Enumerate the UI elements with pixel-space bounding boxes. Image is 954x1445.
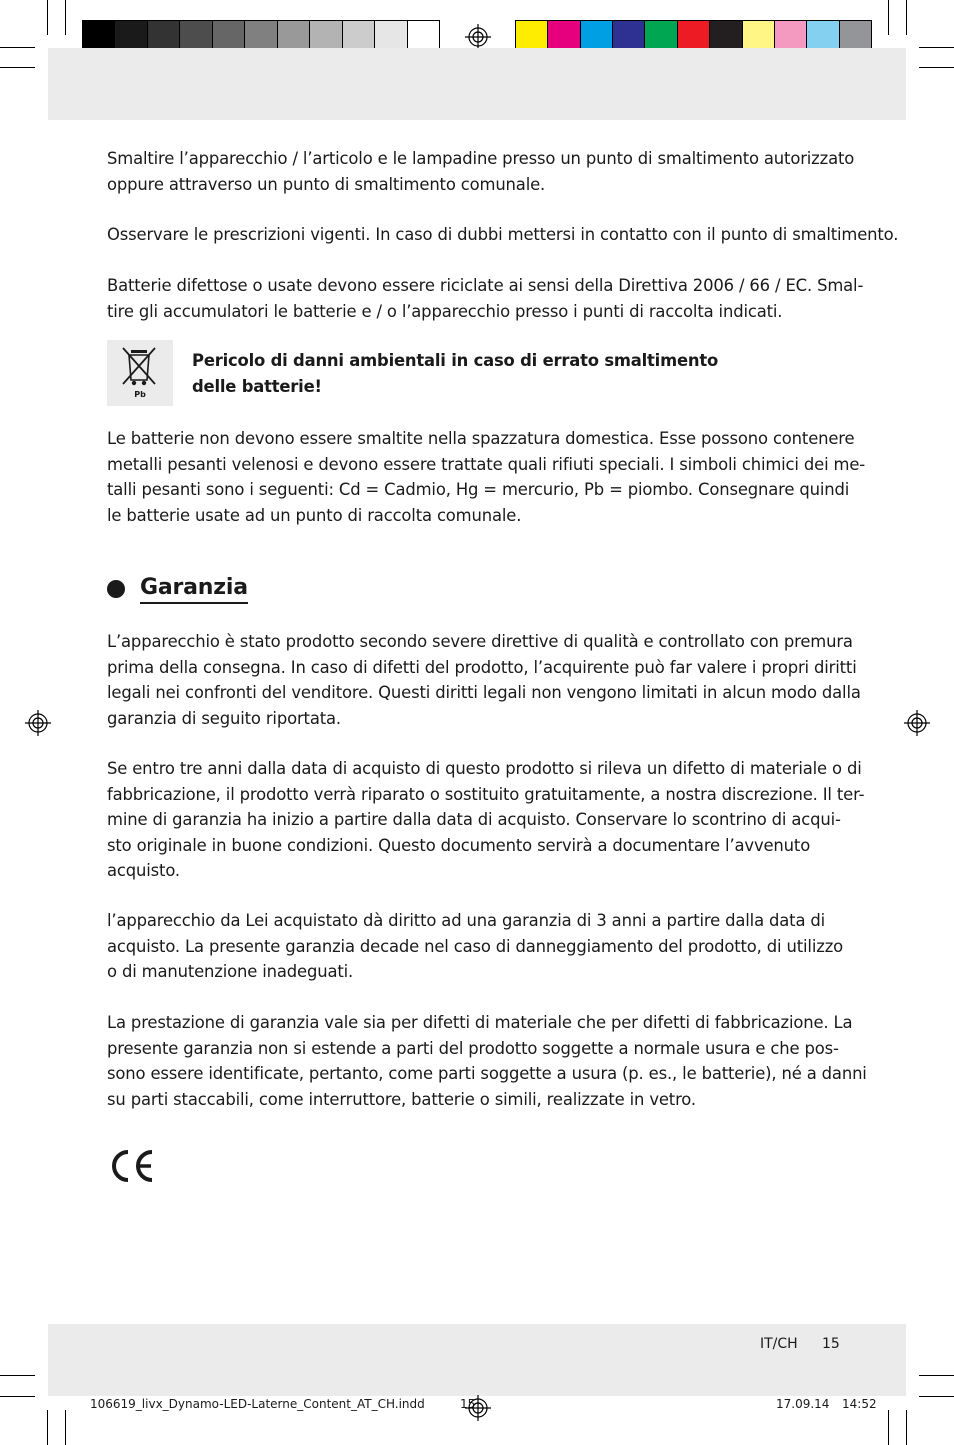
text-line: Osservare le prescrizioni vigenti. In caso di dubbi mettersi in contatto con il punto di smaltimento. bbox=[107, 225, 899, 244]
text-line: La prestazione di garanzia vale sia per difetti di materiale che per difetti di fabbricazione. La bbox=[107, 1013, 853, 1032]
text-line: su parti staccabili, come interruttore, batterie o simili, realizzate in vetro. bbox=[107, 1089, 696, 1109]
battery-disposal-warning-icon bbox=[107, 340, 173, 406]
crop-mark bbox=[0, 47, 35, 48]
footer-page-number: 15 bbox=[822, 1336, 840, 1352]
text-line: oppure attraverso un punto di smaltimento comunale. bbox=[107, 174, 546, 194]
paragraph-heavy-metals bbox=[107, 426, 866, 528]
ce-mark-logo bbox=[107, 1149, 155, 1183]
text-line: Le batterie non devono essere smaltite nella spazzatura domestica. Esse possono contenere bbox=[107, 429, 855, 448]
text-line: garanzia di seguito riportata. bbox=[107, 708, 341, 728]
text-line: L’apparecchio è stato prodotto secondo severe direttive di qualità e controllato con premura bbox=[107, 632, 853, 651]
header-band bbox=[48, 48, 906, 120]
text-line: talli pesanti sono i seguenti: Cd = Cadmio, Hg = mercurio, Pb = piombo. Consegnare quindi bbox=[107, 480, 850, 499]
crop-mark bbox=[888, 1410, 889, 1445]
text-line: mine di garanzia ha inizio a partire dalla data di acquisto. Conservare lo scontrino di acqui- bbox=[107, 810, 841, 829]
crop-mark bbox=[888, 0, 889, 35]
text-line: l’apparecchio da Lei acquistato dà diritto ad una garanzia di 3 anni a partire dalla data di bbox=[107, 911, 826, 930]
text-line: delle batterie! bbox=[192, 376, 322, 396]
paragraph-warranty-period bbox=[107, 908, 847, 985]
crop-mark bbox=[919, 1396, 954, 1397]
crop-mark bbox=[65, 1410, 66, 1445]
bullet-dot-icon bbox=[107, 580, 125, 598]
registration-mark-icon bbox=[464, 23, 492, 51]
text-line: Pericolo di danni ambientali in caso di errato smaltimento bbox=[192, 351, 719, 370]
text-line: acquisto. bbox=[107, 861, 180, 880]
slug-page: 15 bbox=[460, 1397, 476, 1411]
paragraph-warranty-scope bbox=[107, 1010, 867, 1112]
paragraph-disposal bbox=[107, 146, 855, 197]
warning-title bbox=[192, 348, 832, 399]
crop-mark bbox=[919, 67, 954, 68]
registration-mark-icon bbox=[903, 709, 931, 737]
crop-mark bbox=[0, 1375, 35, 1376]
crop-mark bbox=[919, 47, 954, 48]
slug-time: 14:52 bbox=[842, 1397, 877, 1411]
text-line: metalli pesanti velenosi e devono essere trattate quali rifiuti speciali. I simboli chimici dei me- bbox=[107, 454, 866, 474]
text-line: tire gli accumulatori le batterie e / o l’apparecchio presso i punti di raccolta indicati. bbox=[107, 301, 783, 321]
icon-label-pb: Pb bbox=[134, 390, 146, 399]
paragraph-warranty-defects bbox=[107, 756, 865, 884]
footer-locale: IT/CH bbox=[760, 1336, 798, 1352]
crop-mark bbox=[0, 1396, 35, 1397]
text-line: presente garanzia non si estende a parti del prodotto soggette a normale usura e che pos- bbox=[107, 1038, 839, 1058]
section-heading-garanzia bbox=[107, 572, 248, 606]
text-line: sono essere identificate, pertanto, come parti soggette a usura (p. es., le batterie), né a danni bbox=[107, 1064, 867, 1083]
text-line: o di manutenzione inadeguati. bbox=[107, 962, 354, 981]
crop-mark bbox=[47, 0, 48, 35]
text-line: Smaltire l’apparecchio / l’articolo e le lampadine presso un punto di smaltimento autorizzato bbox=[107, 149, 855, 168]
text-line: Batterie difettose o usate devono essere riciclate ai sensi della Direttiva 2006 / 66 / EC. Smal- bbox=[107, 276, 864, 295]
text-line: legali nei confronti del venditore. Questi diritti legali non vengono limitati in alcun modo dalla bbox=[107, 683, 861, 702]
paragraph-batteries bbox=[107, 273, 864, 324]
crop-mark bbox=[65, 0, 66, 35]
section-title: Garanzia bbox=[140, 574, 248, 604]
slug-date: 17.09.14 bbox=[776, 1397, 830, 1411]
footer-band bbox=[48, 1324, 906, 1396]
text-line: fabbricazione, il prodotto verrà riparato o sostituito gratuitamente, a nostra discrezione. Il ter- bbox=[107, 784, 865, 804]
paragraph-regulations bbox=[107, 222, 899, 248]
registration-mark-icon bbox=[464, 1394, 492, 1422]
crop-mark bbox=[919, 1375, 954, 1376]
text-line: sto originale in buone condizioni. Questo documento servirà a documentare l’avvenuto bbox=[107, 835, 811, 855]
text-line: Se entro tre anni dalla data di acquisto di questo prodotto si rileva un difetto di materiale o di bbox=[107, 759, 862, 778]
crop-mark bbox=[906, 1410, 907, 1445]
text-line: acquisto. La presente garanzia decade nel caso di danneggiamento del prodotto, di utilizzo bbox=[107, 936, 844, 956]
registration-mark-icon bbox=[24, 709, 52, 737]
slug-filename: 106619_livx_Dynamo-LED-Laterne_Content_AT_CH.indd bbox=[90, 1397, 425, 1411]
paragraph-warranty-intro bbox=[107, 629, 861, 731]
crop-mark bbox=[906, 0, 907, 35]
text-line: le batterie usate ad un punto di raccolta comunale. bbox=[107, 505, 522, 525]
text-line: prima della consegna. In caso di difetti del prodotto, l’acquirente può far valere i propri diritti bbox=[107, 657, 857, 677]
crop-mark bbox=[47, 1410, 48, 1445]
crop-mark bbox=[0, 67, 35, 68]
